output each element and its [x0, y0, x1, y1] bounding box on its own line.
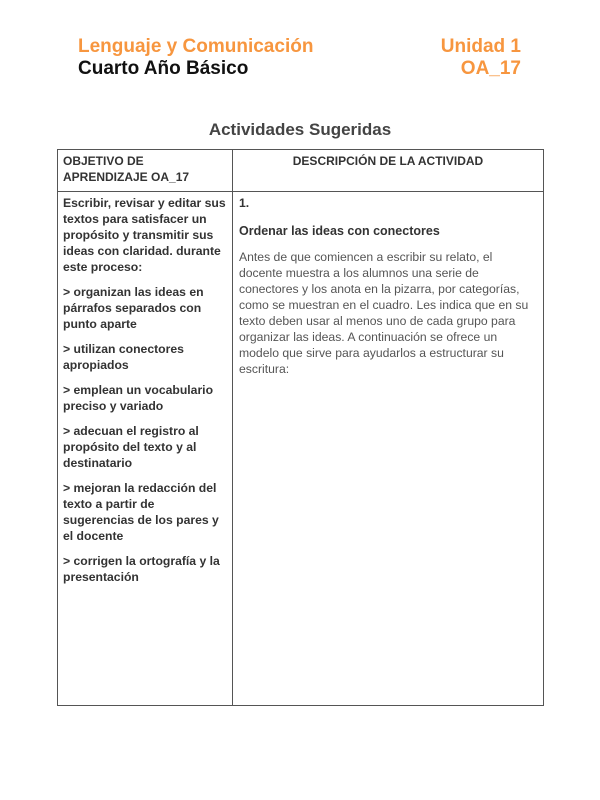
objective-item: > emplean un vocabulario preciso y variado	[63, 383, 214, 413]
objective-intro: Escribir, revisar y editar sus textos para satisfacer un propósito y transmitir sus ideas con claridad. durante este proceso:	[63, 196, 226, 274]
header-right	[441, 36, 521, 80]
grade-level: Cuarto Año Básico	[78, 58, 249, 79]
activities-table	[57, 149, 544, 706]
header-left	[78, 36, 313, 80]
table-row	[58, 192, 544, 706]
description-cell	[233, 192, 544, 706]
page-title: Actividades Sugeridas	[208, 120, 392, 139]
activity-title: Ordenar las ideas con conectores	[239, 224, 440, 238]
objective-item: > corrigen la ortografía y la presentación	[63, 554, 220, 584]
table-header-row	[58, 150, 544, 192]
objective-cell	[58, 192, 233, 706]
objective-item: > organizan las ideas en párrafos separados con punto aparte	[63, 285, 204, 331]
objective-item: > mejoran la redacción del texto a partir de sugerencias de los pares y el docente	[63, 481, 219, 543]
column-header-description: DESCRIPCIÓN DE LA ACTIVIDAD	[233, 150, 544, 192]
column-header-objective: OBJETIVO DE APRENDIZAJE OA_17	[58, 150, 233, 192]
objective-item: > utilizan conectores apropiados	[63, 342, 184, 372]
objective-item: > adecuan el registro al propósito del texto y al destinatario	[63, 424, 199, 470]
activity-number: 1.	[239, 196, 250, 210]
activity-body: Antes de que comiencen a escribir su relato, el docente muestra a los alumnos una serie de conectores y los anota en la pizarra, por categorías, como se muestran en el cuadro. Les indica que en su texto deben usar al menos uno de cada grupo para organizar las ideas. A continuación se ofrece un modelo que sirve para ayudarlos a estructurar su escritura:	[239, 250, 529, 376]
oa-code: OA_17	[460, 58, 521, 79]
unit-label: Unidad 1	[440, 36, 521, 57]
subject-title: Lenguaje y Comunicación	[78, 36, 314, 57]
